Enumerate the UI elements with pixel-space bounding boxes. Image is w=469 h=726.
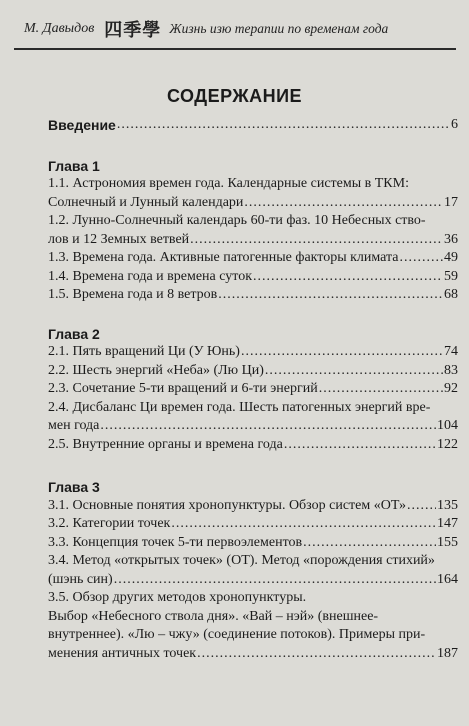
dot-leader <box>284 436 436 455</box>
toc-entry-last-line <box>48 645 458 664</box>
toc-entry-line: Выбор «Небесного ствола дня». «Вай – нэй» (внешнее- <box>48 608 379 624</box>
intro-page: 6 <box>451 117 458 132</box>
toc-entry-text: 2.2. Шесть энергий «Неба» (Лю Ци) <box>48 362 264 378</box>
dot-leader <box>244 194 443 213</box>
toc-entry-text: мен года <box>48 418 100 433</box>
toc-entry[interactable] <box>48 534 458 553</box>
page-number: 74 <box>444 344 458 359</box>
dot-leader <box>253 268 443 287</box>
toc-intro-row[interactable] <box>48 116 458 135</box>
toc-entry-last-line <box>48 286 458 305</box>
page-title: СОДЕРЖАНИЕ <box>166 86 303 106</box>
toc-entry-text: 3.3. Концепция точек 5-ти первоэлементов <box>48 534 303 550</box>
toc-entry[interactable] <box>48 436 458 455</box>
dot-leader <box>117 116 450 135</box>
toc-entry[interactable] <box>48 497 458 516</box>
toc-entry-last-line <box>48 380 458 399</box>
dot-leader <box>241 343 443 362</box>
header-author: М. Давыдов <box>24 21 95 36</box>
dot-leader <box>218 286 443 305</box>
toc-entry-text: Солнечный и Лунный календари <box>48 194 244 210</box>
dot-leader <box>319 380 443 399</box>
toc-entry-last-line <box>48 343 458 362</box>
dot-leader <box>171 515 436 534</box>
toc-entry-text: 3.1. Основные понятия хронопунктуры. Обзор систем «ОТ» <box>48 497 407 513</box>
toc-entry-text: 2.3. Сочетание 5-ти вращений и 6-ти энергий <box>48 381 318 396</box>
dot-leader <box>303 534 436 553</box>
toc-entry-line: 3.4. Метод «открытых точек» (ОТ). Метод «порождения стихий» <box>48 553 435 568</box>
chapter-heading: Глава 1 <box>48 157 100 174</box>
toc-entry-last-line <box>48 571 458 590</box>
toc-entry-text: 1.5. Времена года и 8 ветров <box>48 287 218 302</box>
toc-entry[interactable] <box>48 515 458 534</box>
toc-entry-line: 1.1. Астрономия времен года. Календарные системы в ТКМ: <box>48 176 409 191</box>
toc-entry[interactable] <box>48 268 458 287</box>
page-number: 68 <box>444 287 458 302</box>
header-book-title: Жизнь изю терапии по временам года <box>169 21 389 36</box>
toc-entry[interactable] <box>48 175 458 212</box>
toc-entry[interactable] <box>48 286 458 305</box>
page-number: 83 <box>444 362 458 378</box>
toc-entry-line: 3.5. Обзор других методов хронопунктуры. <box>48 590 307 605</box>
toc-entry[interactable] <box>48 212 458 249</box>
page-number: 122 <box>437 436 458 452</box>
page-number: 49 <box>444 250 458 265</box>
toc-entry-last-line <box>48 417 458 436</box>
toc-entry-last-line <box>48 249 458 268</box>
dot-leader <box>190 231 443 250</box>
toc-entry-last-line <box>48 436 458 455</box>
toc-entry-last-line <box>48 268 458 287</box>
toc-entry-text: (шэнь син) <box>48 571 113 587</box>
running-header <box>14 10 456 48</box>
toc-entry[interactable] <box>48 343 458 362</box>
table-of-contents <box>48 110 458 663</box>
page-number: 17 <box>444 194 458 210</box>
header-chinese-title: 四季學 <box>104 20 162 40</box>
toc-entry-text: 1.3. Времена года. Активные патогенные факторы климата <box>48 250 399 265</box>
toc-entry-text: 1.4. Времена года и времена суток <box>48 268 253 284</box>
page-number: 36 <box>444 231 458 247</box>
toc-entry[interactable] <box>48 552 458 589</box>
header-rule <box>14 48 456 50</box>
dot-leader <box>197 645 436 664</box>
toc-entry-last-line <box>48 515 458 534</box>
page-number: 104 <box>437 418 458 433</box>
dot-leader <box>114 571 436 590</box>
toc-entry-text: 2.5. Внутренние органы и времена года <box>48 436 283 452</box>
toc-entry-last-line <box>48 534 458 553</box>
toc-entry-line: внутреннее). «Лю – чжу» (соединение потоков). Примеры при- <box>48 627 426 642</box>
toc-entry[interactable] <box>48 362 458 381</box>
page-number: 59 <box>444 268 458 284</box>
toc-entry-last-line <box>48 194 458 213</box>
page-number: 164 <box>437 571 458 587</box>
page-number: 155 <box>437 534 458 550</box>
intro-label: Введение <box>48 117 116 133</box>
toc-entry-last-line <box>48 497 458 516</box>
dot-leader <box>100 417 436 436</box>
page-number: 135 <box>437 497 458 513</box>
chapter-heading: Глава 3 <box>48 479 100 495</box>
page-number: 92 <box>444 381 458 396</box>
toc-entry-text: менения античных точек <box>48 645 197 661</box>
toc-entry-line: 2.4. Дисбаланс Ци времен года. Шесть патогенных энергий вре- <box>48 399 431 415</box>
toc-entry-last-line <box>48 231 458 250</box>
toc-entry-text: 2.1. Пять вращений Ци (У Юнь) <box>48 344 240 359</box>
dot-leader <box>400 249 443 268</box>
toc-entry[interactable] <box>48 380 458 399</box>
toc-entry-text: лов и 12 Земных ветвей <box>48 231 190 247</box>
dot-leader <box>265 362 443 381</box>
page-number: 147 <box>437 516 458 531</box>
toc-entry-line: 1.2. Лунно-Солнечный календарь 60-ти фаз. 10 Небесных ство- <box>48 213 426 228</box>
toc-entry[interactable] <box>48 589 458 663</box>
toc-entry[interactable] <box>48 399 458 436</box>
dot-leader <box>407 497 436 516</box>
toc-entry-text: 3.2. Категории точек <box>48 516 171 531</box>
chapter-heading: Глава 2 <box>48 325 100 342</box>
toc-entry[interactable] <box>48 249 458 268</box>
toc-entry-last-line <box>48 362 458 381</box>
page-number: 187 <box>437 645 458 661</box>
